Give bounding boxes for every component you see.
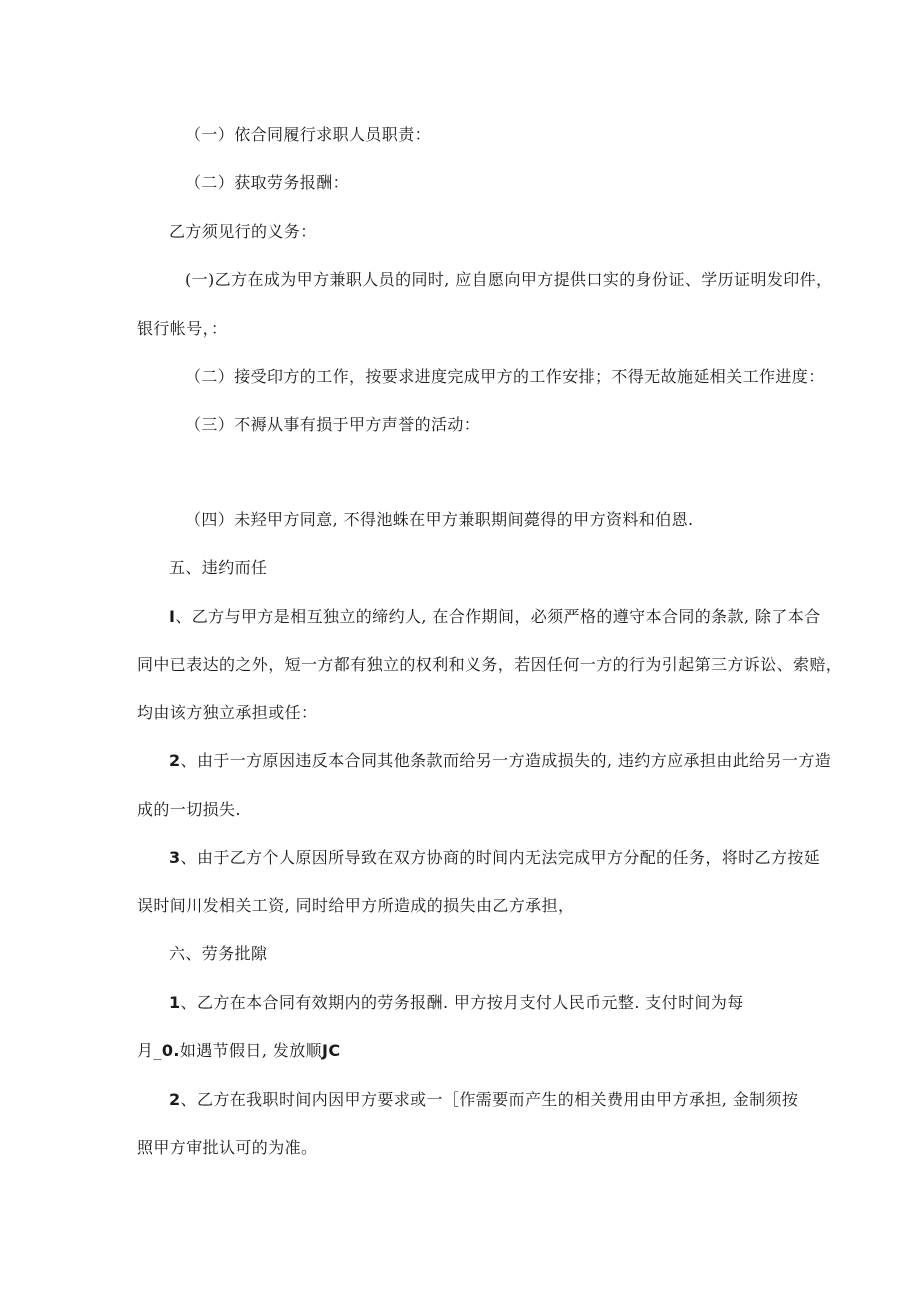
clause-text: 如遇节假日, 发放顺: [179, 1041, 323, 1060]
clause-number: 1: [169, 993, 181, 1012]
duty-line-1: （一）依合同履行求职人员职责：: [185, 125, 432, 144]
section-5-heading: 五、违约而任: [169, 558, 268, 577]
duty-line-2: （二）获取劳务报酬：: [185, 173, 350, 192]
clause-text: 、乙方在本合同有效期内的劳务报酬. 甲方按月支付人民币元整. 支付时间为每: [180, 993, 744, 1012]
clause-5-1-line-1: [169, 607, 821, 627]
clause-number: I: [169, 607, 176, 626]
obligation-1-line-2: 银行帐号，：: [137, 319, 228, 338]
obligation-2: （二）接受印方的工作，按要求进度完成甲方的工作安排；不得无故施延相关工作进度：: [185, 367, 825, 386]
clause-separator: 、: [180, 751, 197, 770]
section-6-heading: 六、劳务批隙: [169, 944, 268, 963]
pay-suffix: JC: [322, 1041, 341, 1060]
clause-text: 、乙方在我职时间内因甲方要求或一［作需要而产生的相关费用由甲方承担, 金制须按: [180, 1090, 799, 1109]
clause-text: 由于一方原因违反本合同其他条款而给另一方造成损失的, 违约方应承担由此给另一方造: [196, 751, 832, 770]
clause-text: 乙方与甲方是相互独立的缔约人, 在合作期间，必须严格的遵守本合同的条款, 除了本合: [191, 607, 821, 626]
obligation-4: （四）未羟甲方同意, 不得池蛛在甲方兼职期间薨得的甲方资料和伯恩.: [185, 510, 694, 529]
clause-5-3-line-1: [169, 848, 820, 868]
clause-separator: 、: [175, 607, 192, 626]
clause-5-1-line-2: 同中已表达的之外，短一方都有独立的权利和义务，若因任何一方的行为引起第三方诉讼、索赔，: [137, 655, 843, 674]
clause-number: 2: [169, 751, 181, 770]
clause-5-3-line-2: 误时间川发相关工资, 同时给甲方所造成的损失由乙方承担，: [137, 896, 575, 915]
clause-5-2-line-1: [169, 751, 831, 771]
clause-6-2-line-1: [169, 1090, 798, 1110]
clause-text: 、由于乙方个人原因所导致在双方协商的时间内无法完成甲方分配的任务，将时乙方按延: [180, 848, 821, 867]
obligation-1-line-1: (一)乙方在成为甲方兼职人员的同时, 应自愿向甲方提供口实的身份证、学历证明发印件，: [185, 270, 833, 289]
clause-number: 3: [169, 848, 181, 867]
pay-day-prefix: 月_: [137, 1041, 162, 1060]
clause-6-1-line-2: [137, 1041, 341, 1061]
clause-5-2-line-2: 成的一切损失.: [137, 800, 241, 819]
pay-day-value: 0.: [161, 1041, 180, 1060]
clause-6-2-line-2: 照甲方审批认可的为准。: [137, 1138, 318, 1157]
clause-number: 2: [169, 1090, 181, 1109]
obligations-heading: 乙方须见行的义务：: [169, 222, 317, 241]
obligation-3: （三）不褥从事有损于甲方声誉的活动：: [185, 415, 481, 434]
clause-5-1-line-3: 均由该方独立承担或任：: [137, 703, 318, 722]
clause-6-1-line-1: [169, 993, 744, 1013]
